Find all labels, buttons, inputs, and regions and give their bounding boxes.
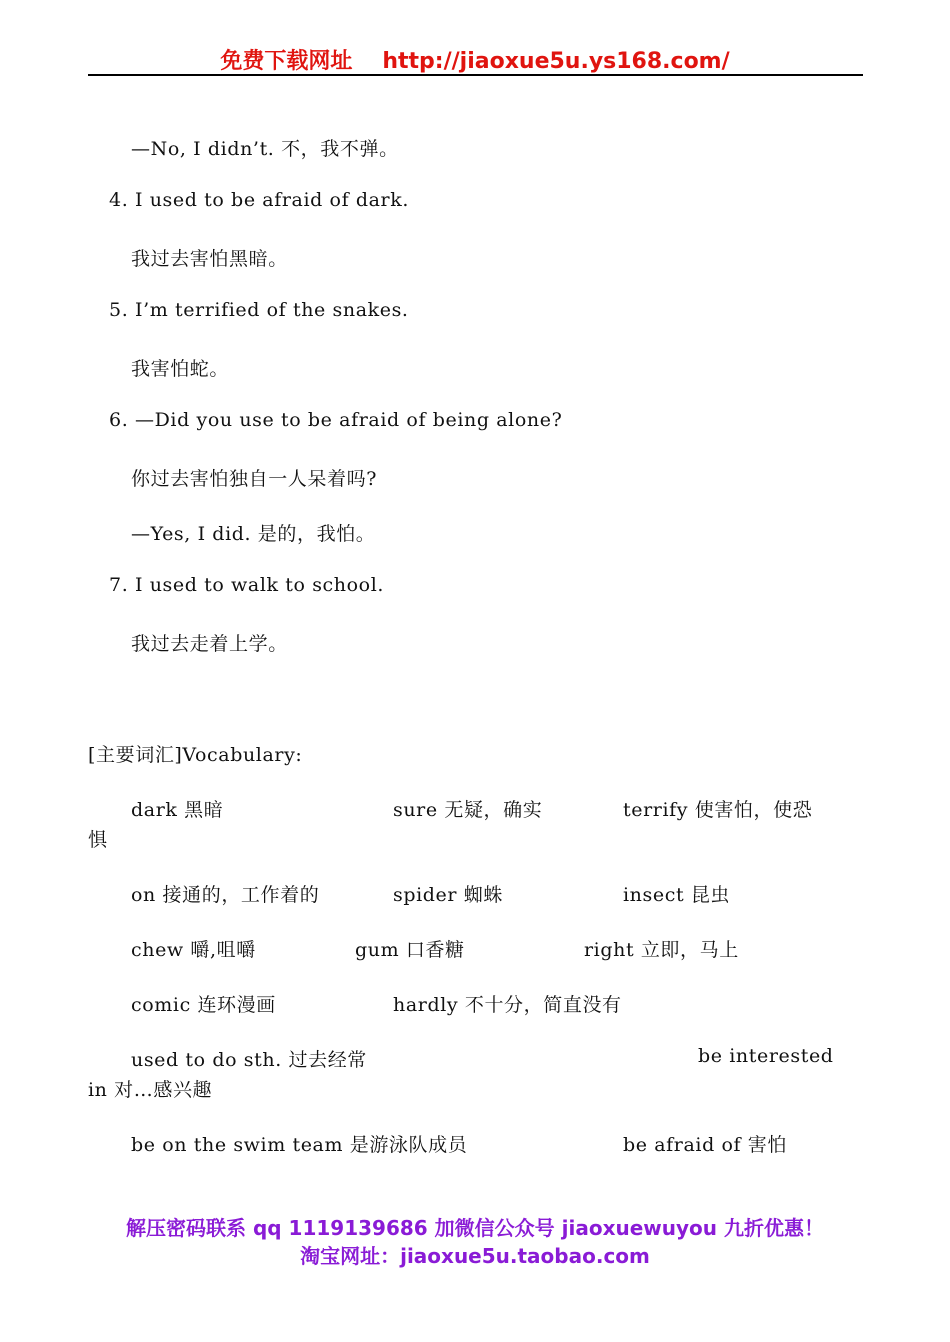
vocab-item-wrap: 惧	[88, 829, 108, 851]
vocab-item: be on the swim team 是游泳队成员	[131, 1134, 468, 1156]
answer-6: —Yes, I did. 是的，我怕。	[131, 523, 376, 545]
translation-4: 我过去害怕黑暗。	[131, 248, 288, 270]
example-6: 6. —Did you use to be afraid of being alone?	[109, 409, 563, 431]
example-5: 5. I’m terrified of the snakes.	[109, 299, 409, 321]
vocab-item: used to do sth. 过去经常	[131, 1049, 367, 1071]
vocab-item: be interested	[698, 1045, 834, 1067]
vocab-item: gum 口香糖	[355, 939, 465, 961]
example-4: 4. I used to be afraid of dark.	[109, 189, 409, 211]
vocab-item: spider 蜘蛛	[393, 884, 503, 906]
example-7: 7. I used to walk to school.	[109, 574, 385, 596]
footer-contact: 解压密码联系 qq 1119139686 加微信公众号 jiaoxuewuyou 九折优惠！	[126, 1216, 824, 1240]
vocab-item: terrify 使害怕，使恐	[623, 799, 813, 821]
vocab-item: insect 昆虫	[623, 884, 731, 906]
vocab-item: chew 嚼,咀嚼	[131, 939, 256, 961]
vocabulary-heading: [主要词汇]Vocabulary:	[88, 744, 303, 766]
vocab-item: comic 连环漫画	[131, 994, 276, 1016]
vocab-item: right 立即，马上	[584, 939, 739, 961]
answer-line: —No, I didn’t. 不，我不弹。	[131, 138, 399, 160]
vocab-item-wrap: in 对…感兴趣	[88, 1079, 213, 1101]
translation-7: 我过去走着上学。	[131, 633, 288, 655]
vocab-item: dark 黑暗	[131, 799, 224, 821]
translation-6: 你过去害怕独自一人呆着吗?	[131, 468, 377, 490]
header-title: 免费下载网址	[220, 49, 353, 74]
vocab-item: hardly 不十分，简直没有	[393, 994, 622, 1016]
page-header	[0, 44, 950, 75]
footer-taobao-link[interactable]: 淘宝网址：jiaoxue5u.taobao.com	[300, 1244, 650, 1268]
vocab-item: be afraid of 害怕	[623, 1134, 788, 1156]
header-rule	[88, 74, 863, 76]
vocab-item: sure 无疑，确实	[393, 799, 543, 821]
vocab-item: on 接通的，工作着的	[131, 884, 320, 906]
translation-5: 我害怕蛇。	[131, 358, 230, 380]
header-url[interactable]: http://jiaoxue5u.ys168.com/	[382, 49, 730, 74]
